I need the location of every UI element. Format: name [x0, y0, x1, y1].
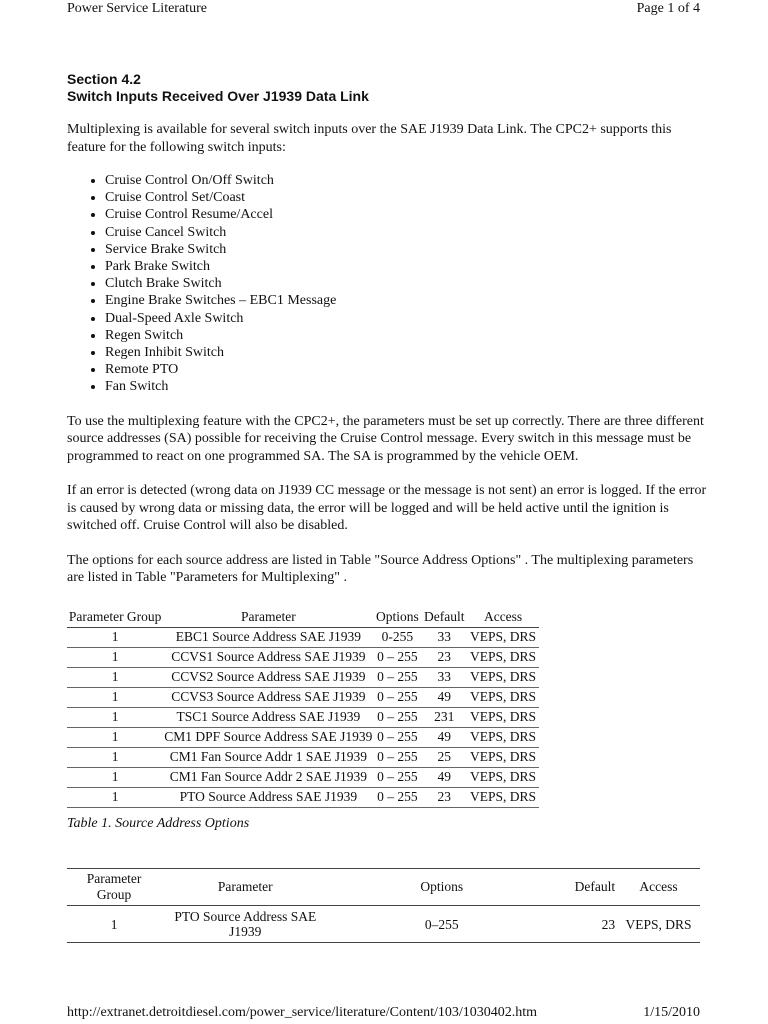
table-cell: PTO Source Address SAE J1939 [174, 909, 317, 939]
column-header: Parameter Group [67, 607, 163, 628]
table-cell: 25 [421, 747, 467, 767]
table-row [67, 667, 539, 687]
table-cell: VEPS, DRS [467, 667, 539, 687]
table-cell: 33 [421, 667, 467, 687]
list-item: • Cruise Control Set/Coast [105, 189, 707, 206]
table-cell: 0 – 255 [373, 787, 421, 807]
list-item: • Engine Brake Switches – EBC1 Message [105, 292, 707, 309]
column-header: Default [554, 869, 617, 906]
list-item: • Regen Switch [105, 327, 707, 344]
list-item: • Remote PTO [105, 361, 707, 378]
table-cell: CM1 Fan Source Addr 1 SAE J1939 [163, 747, 373, 767]
table-cell: 1 [67, 747, 163, 767]
table-cell: CM1 DPF Source Address SAE J1939 [163, 727, 373, 747]
table-cell: 23 [421, 647, 467, 667]
table-cell: CCVS2 Source Address SAE J1939 [163, 667, 373, 687]
table-cell: VEPS, DRS [467, 687, 539, 707]
table-cell: 1 [67, 647, 163, 667]
table-cell: CM1 Fan Source Addr 2 SAE J1939 [163, 767, 373, 787]
table-row [67, 727, 539, 747]
table-cell: 0 – 255 [373, 767, 421, 787]
table-cell: 33 [421, 627, 467, 647]
table-row [67, 767, 539, 787]
table-cell: 49 [421, 727, 467, 747]
section-number: Section 4.2 [67, 71, 141, 87]
table-cell: 1 [67, 667, 163, 687]
column-header: Access [467, 607, 539, 628]
table-cell: 1 [67, 707, 163, 727]
table-cell: 49 [421, 687, 467, 707]
table-cell: PTO Source Address SAE J1939 [163, 787, 373, 807]
table-cell: 23 [421, 787, 467, 807]
document-body [67, 71, 707, 832]
footer-date: 1/15/2010 [643, 1005, 700, 1020]
table-cell: EBC1 Source Address SAE J1939 [163, 627, 373, 647]
list-item: • Cruise Control On/Off Switch [105, 172, 707, 189]
table-cell: 231 [421, 707, 467, 727]
page-number: Page 1 of 4 [636, 1, 700, 16]
table-row [67, 906, 700, 943]
table-cell: VEPS, DRS [467, 767, 539, 787]
table-cell: 1 [67, 787, 163, 807]
list-item: • Cruise Control Resume/Accel [105, 206, 707, 223]
table-cell: 1 [67, 687, 163, 707]
table-cell: 23 [601, 916, 616, 932]
options-paragraph: The options for each source address are listed in Table "Source Address Options" . The multiplexing parameters are listed in Table "Parameters for Multiplexing" . [67, 552, 694, 586]
table-cell: CCVS1 Source Address SAE J1939 [163, 647, 373, 667]
column-header: Parameter [163, 607, 373, 628]
list-item: • Service Brake Switch [105, 241, 707, 258]
table-cell: VEPS, DRS [467, 747, 539, 767]
header-title: Power Service Literature [67, 1, 207, 16]
switch-list [67, 172, 707, 396]
setup-paragraph: To use the multiplexing feature with the CPC2+, the parameters must be set up correctly. There are three different source addresses (SA) possible for receiving the Cruise Control message. Every switch in this message must be programmed to react on one programmed SA. The SA is programmed by the vehicle OEM. [67, 413, 704, 464]
table-row [67, 687, 539, 707]
list-item: • Clutch Brake Switch [105, 275, 707, 292]
table-row [67, 707, 539, 727]
table-cell: 1 [67, 727, 163, 747]
multiplexing-parameters-table [67, 868, 700, 943]
column-header: Access [617, 869, 700, 906]
table-cell: VEPS, DRS [467, 727, 539, 747]
table-row [67, 627, 539, 647]
list-item: • Park Brake Switch [105, 258, 707, 275]
footer-url: http://extranet.detroitdiesel.com/power_service/literature/Content/103/1030402.htm [67, 1005, 538, 1020]
table-cell: VEPS, DRS [467, 787, 539, 807]
section-title: Switch Inputs Received Over J1939 Data Link [67, 88, 369, 104]
error-paragraph: If an error is detected (wrong data on J1939 CC message or the message is not sent) an error is logged. If the error is caused by wrong data or missing data, the error will be logged and will be held active until the ignition is switched off. Cruise Control will also be disabled. [67, 483, 707, 534]
table-row [67, 647, 539, 667]
table-row [67, 747, 539, 767]
column-header: Default [421, 607, 467, 628]
intro-paragraph: Multiplexing is available for several switch inputs over the SAE J1939 Data Link. The CPC2+ supports this feature for the following switch inputs: [67, 122, 672, 155]
column-header: Parameter Group [67, 869, 161, 906]
table-cell: 0-255 [373, 627, 421, 647]
table-cell: 1 [67, 627, 163, 647]
table-cell: VEPS, DRS [467, 647, 539, 667]
table-cell: VEPS, DRS [625, 916, 692, 932]
column-header: Options [329, 869, 554, 906]
list-item: • Regen Inhibit Switch [105, 344, 707, 361]
table-caption: Table 1. Source Address Options [67, 815, 250, 831]
table-cell: VEPS, DRS [467, 627, 539, 647]
table-cell: TSC1 Source Address SAE J1939 [163, 707, 373, 727]
table-cell: 0 – 255 [373, 727, 421, 747]
list-item: • Fan Switch [105, 378, 707, 395]
table-row [67, 787, 539, 807]
table-header-row [67, 869, 700, 906]
table-cell: 1 [67, 767, 163, 787]
table-cell: 0 – 255 [373, 647, 421, 667]
table-header-row [67, 607, 539, 628]
table-cell: 1 [110, 916, 118, 932]
list-item: • Dual-Speed Axle Switch [105, 310, 707, 327]
table-cell: CCVS3 Source Address SAE J1939 [163, 687, 373, 707]
source-address-table [67, 606, 539, 808]
table-cell: VEPS, DRS [467, 707, 539, 727]
table-cell: 0 – 255 [373, 667, 421, 687]
column-header: Options [373, 607, 421, 628]
table-cell: 0 – 255 [373, 747, 421, 767]
list-item: • Cruise Cancel Switch [105, 224, 707, 241]
column-header: Parameter [161, 869, 329, 906]
table-cell: 0 – 255 [373, 707, 421, 727]
table-cell: 0–255 [424, 916, 459, 932]
table-cell: 0 – 255 [373, 687, 421, 707]
table-cell: 49 [421, 767, 467, 787]
